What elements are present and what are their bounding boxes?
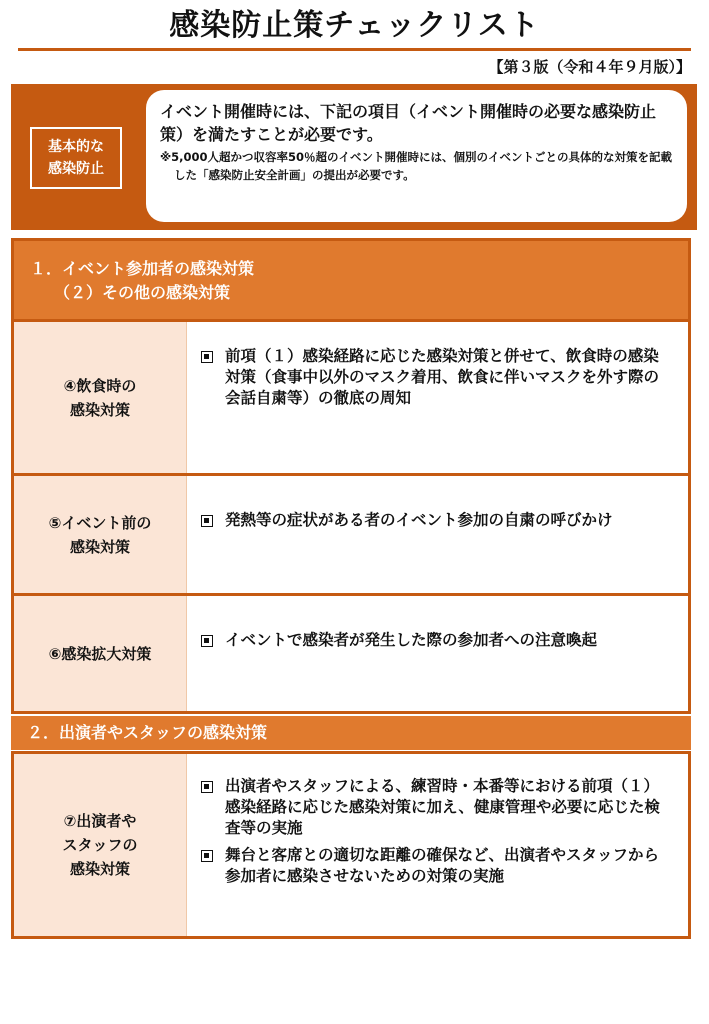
checklist-item-text: 前項（１）感染経路に応じた感染対策と併せて、飲食時の感染対策（食事中以外のマスク着用、飲食に伴いマスクを外す際の会話自粛等）の徹底の周知 — [225, 347, 660, 407]
basic-label-line1: 基本的な — [48, 139, 104, 155]
checklist-item-text: イベントで感染者が発生した際の参加者への注意喚起 — [225, 631, 598, 649]
checkbox-icon — [201, 850, 213, 862]
section1-heading: １．イベント参加者の感染対策 — [30, 259, 255, 278]
row-label-line: 感染対策 — [69, 537, 130, 556]
row-content — [186, 596, 688, 711]
checklist-item — [201, 845, 674, 887]
basic-prevention-label — [30, 127, 122, 189]
checklist-item — [201, 346, 674, 409]
checkbox-icon — [201, 635, 213, 647]
checklist-item — [201, 776, 674, 839]
row-label-line: ⑥感染拡大対策 — [48, 644, 152, 663]
row-label — [14, 476, 186, 593]
page-title: 感染防止策チェックリスト — [169, 8, 540, 43]
row-content — [186, 476, 688, 593]
checklist-row — [14, 319, 688, 473]
row-label-line: ⑤イベント前の — [48, 513, 152, 532]
row-label — [14, 322, 186, 473]
title-underline — [18, 48, 691, 51]
section1-table — [11, 238, 691, 714]
checklist-item-text: 発熱等の症状がある者のイベント参加の自粛の呼びかけ — [225, 511, 613, 529]
checkbox-icon — [201, 515, 213, 527]
checkbox-icon — [201, 351, 213, 363]
checklist-row — [14, 473, 688, 593]
row-label — [14, 596, 186, 711]
row-label-line: 感染対策 — [69, 860, 130, 878]
section2-header: ２．出演者やスタッフの感染対策 — [11, 716, 691, 750]
section2-table — [11, 751, 691, 939]
version-label: 【第３版（令和４年９月版）】 — [488, 58, 691, 76]
section1-header — [14, 241, 688, 319]
row-label — [14, 754, 186, 936]
checklist-item-text: 出演者やスタッフによる、練習時・本番等における前項（１）感染経路に応じた感染対策に加え、健康管理や必要に応じた検査等の実施 — [225, 777, 660, 837]
checklist-item-text: 舞台と客席との適切な距離の確保など、出演者やスタッフから参加者に感染させないための対策の実施 — [225, 846, 660, 885]
basic-label-line2: 感染防止 — [48, 161, 104, 177]
row-content — [186, 322, 688, 473]
row-label-line: 感染対策 — [69, 400, 130, 419]
checklist-item — [201, 630, 674, 651]
checkbox-icon — [201, 781, 213, 793]
basic-prevention-text — [146, 90, 687, 222]
basic-note: ※5,000人超かつ収容率50％超のイベント開催時には、個別のイベントごとの具体的な対策を記載した「感染防止安全計画」の提出が必要です。 — [160, 150, 673, 182]
section1-subheading: （２）その他の感染対策 — [54, 283, 231, 302]
row-content — [186, 754, 688, 936]
row-label-line: ④飲食時の — [63, 376, 137, 395]
row-label-line: ⑦出演者や — [63, 812, 137, 830]
basic-main-text: イベント開催時には、下記の項目（イベント開催時の必要な感染防止策）を満たすことが必要です。 — [160, 102, 657, 144]
checklist-item — [201, 510, 674, 531]
basic-prevention-box — [11, 84, 697, 230]
checklist-row — [14, 593, 688, 711]
row-label-line: スタッフの — [62, 836, 138, 854]
